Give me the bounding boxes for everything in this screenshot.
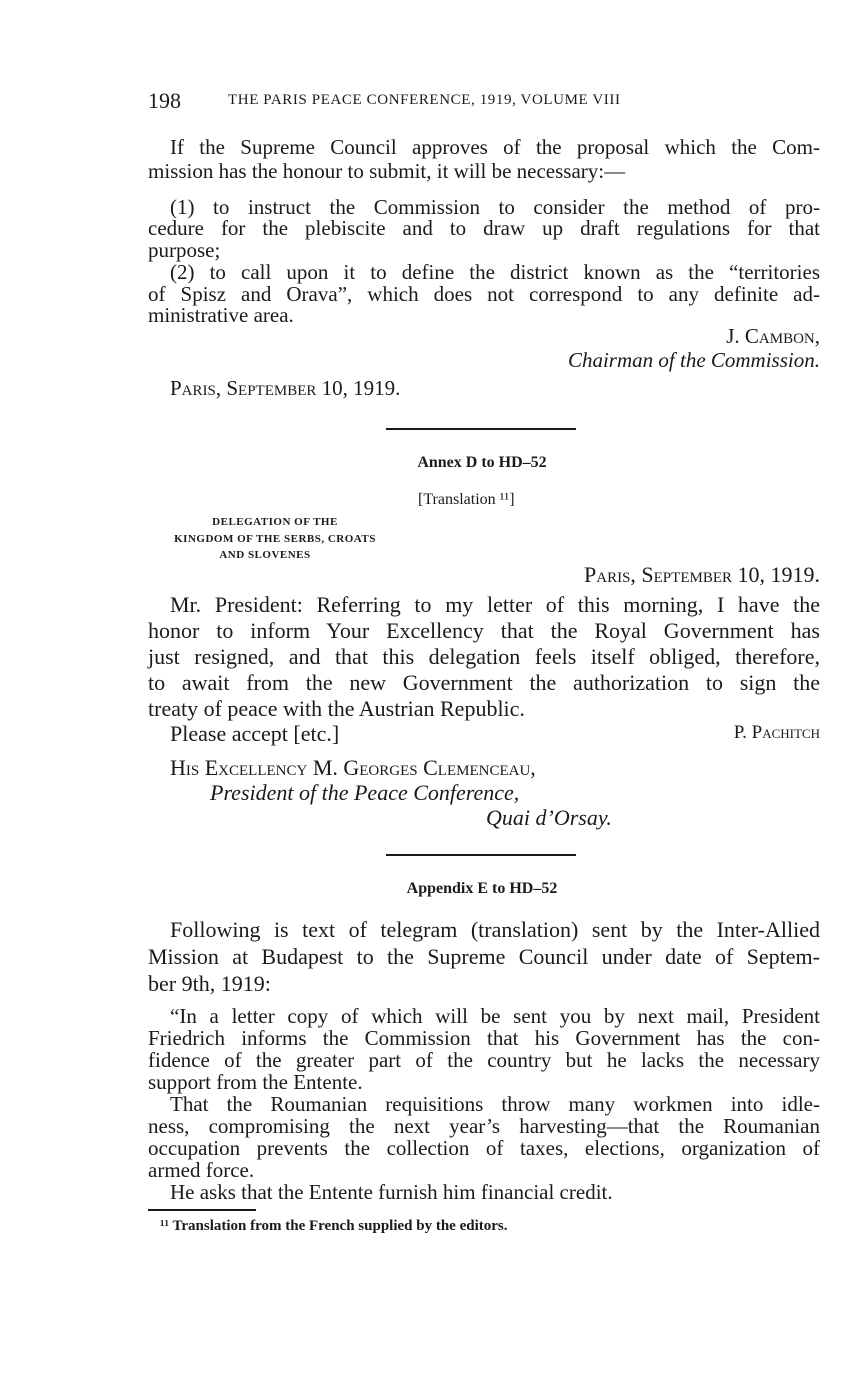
quote-line-7: occupation prevents the collection of taxes, elections, organization of <box>148 1136 820 1160</box>
page-number: 198 <box>148 88 181 113</box>
delegation-line-2: KINGDOM OF THE SERBS, CROATS <box>174 533 376 545</box>
letter-line-4: to await from the new Government the authorization to sign the <box>148 670 820 695</box>
footnote-rule <box>148 1209 256 1211</box>
delegation-line-3: AND SLOVENES <box>219 549 311 561</box>
letter-line-3: just resigned, and that this delegation feels itself obliged, therefore, <box>148 644 820 669</box>
translation-note: [Translation ¹¹] <box>418 491 515 508</box>
quote-line-2: Friedrich informs the Commission that his Government has the con- <box>148 1026 820 1050</box>
quote-line-4: support from the Entente. <box>148 1070 363 1094</box>
letter-line-5: treaty of peace with the Austrian Republic. <box>148 696 525 721</box>
footnote: ¹¹ Translation from the French supplied by the editors. <box>160 1218 508 1234</box>
item1-line-2: cedure for the plebiscite and to draw up draft regulations for that <box>148 216 820 240</box>
quote-line-5: That the Roumanian requisitions throw many workmen into idle- <box>170 1092 820 1116</box>
addressee-name: His Excellency M. Georges Clemenceau, <box>170 755 536 780</box>
quote-line-9: He asks that the Entente furnish him financial credit. <box>170 1180 613 1204</box>
quote-line-8: armed force. <box>148 1158 255 1182</box>
item1-line-3: purpose; <box>148 238 221 262</box>
annex-d-heading: Annex D to HD–52 <box>417 454 547 471</box>
item2-line-3: ministrative area. <box>148 303 294 327</box>
intro-line-1: If the Supreme Council approves of the proposal which the Com- <box>170 135 820 159</box>
item1-line-1: (1) to instruct the Commission to consider the method of pro- <box>170 195 820 219</box>
letter-closing: Please accept [etc.] <box>170 721 340 746</box>
addressee-place: Quai d’Orsay. <box>486 805 612 830</box>
pachitch-signature: P. Pachitch <box>733 722 820 743</box>
running-title: THE PARIS PEACE CONFERENCE, 1919, VOLUME VIII <box>228 92 621 108</box>
quote-line-6: ness, compromising the next year’s harvesting—that the Roumanian <box>148 1114 820 1138</box>
intro-line-2: mission has the honour to submit, it will be necessary:— <box>148 159 626 183</box>
section-rule-2 <box>386 854 576 856</box>
item2-line-2: of Spisz and Orava”, which does not correspond to any definite ad- <box>148 282 820 306</box>
quote-line-3: fidence of the greater part of the country but he lacks the necessary <box>148 1048 820 1072</box>
annex-d-place-date: Paris, September 10, 1919. <box>584 562 820 587</box>
quote-line-1: “In a letter copy of which will be sent you by next mail, President <box>170 1004 820 1028</box>
appendix-intro-line-1: Following is text of telegram (translation) sent by the Inter-Allied <box>170 917 820 942</box>
cambon-place-date: Paris, September 10, 1919. <box>170 376 401 400</box>
appendix-intro-line-3: ber 9th, 1919: <box>148 971 271 996</box>
section-rule-1 <box>386 428 576 430</box>
appendix-e-heading: Appendix E to HD–52 <box>406 880 558 897</box>
item2-line-1: (2) to call upon it to define the district known as the “territories <box>170 260 820 284</box>
delegation-line-1: DELEGATION OF THE <box>212 516 338 528</box>
letter-line-2: honor to inform Your Excellency that the Royal Government has <box>148 618 820 643</box>
cambon-title: Chairman of the Commission. <box>567 348 820 372</box>
addressee-title: President of the Peace Conference, <box>210 780 520 805</box>
letter-line-1: Mr. President: Referring to my letter of this morning, I have the <box>170 592 820 617</box>
appendix-intro-line-2: Mission at Budapest to the Supreme Council under date of Septem- <box>148 944 820 969</box>
cambon-signature: J. Cambon, <box>726 324 820 348</box>
